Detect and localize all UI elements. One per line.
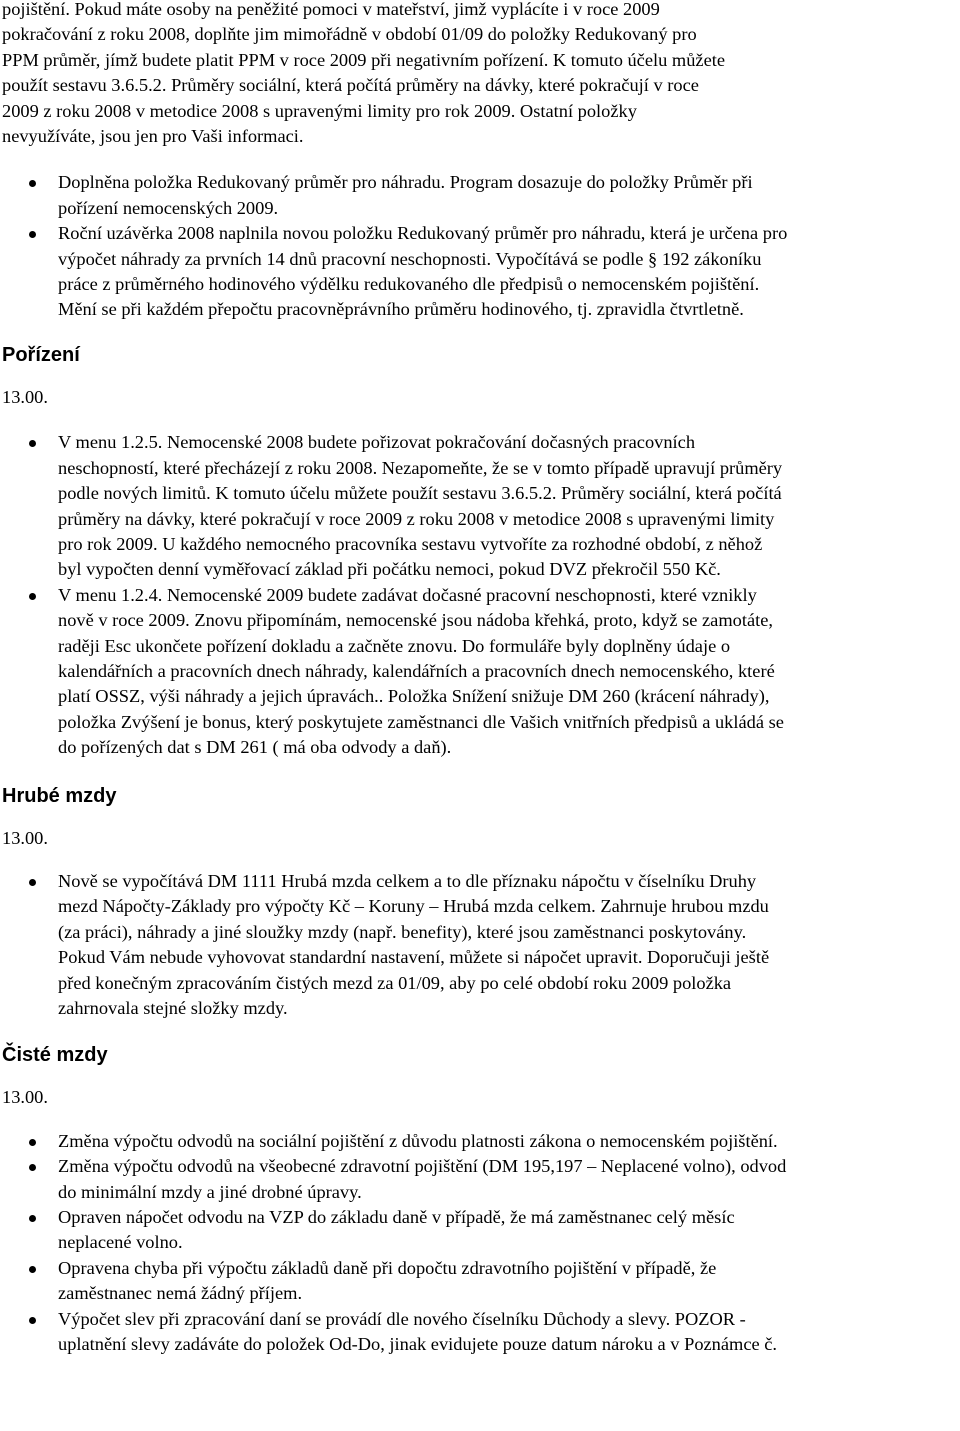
intro-paragraph	[0, 0, 960, 149]
list-item: Doplněna položka Redukovaný průměr pro náhradu. Program dosazuje do položky Průměr při pořízení nemocenských 2009.	[0, 170, 960, 221]
list-item: Nově se vypočítává DM 1111 Hrubá mzda celkem a to dle příznaku nápočtu v číselníku Druhy mezd Nápočty-Základy pro výpočty Kč – Koruny – Hrubá mzda celkem. Zahrnuje hrubou mzdu (za práci), náhrady a jiné sloužky mzdy (např. benefity), které jsou zaměstnanci poskytovány. Pokud Vám nebude vyhovovat standardní nastavení, můžete si nápočet upravit. Doporučuji ještě před konečným zpracováním čistých mezd za 01/09, aby po celé období roku 2009 položka zahrnovala stejné složky mzdy.	[0, 869, 960, 1021]
bullet-list	[0, 1129, 960, 1358]
bullet-icon	[29, 593, 36, 600]
bullet-icon	[29, 180, 36, 187]
bullet-icon	[29, 440, 36, 447]
bullet-list	[0, 430, 960, 760]
section-date: 13.00.	[2, 386, 48, 407]
intro-line: použít sestavu 3.6.5.2. Průměry sociální, která počítá průměry na dávky, které pokračují v roce	[2, 75, 699, 96]
intro-line: pokračování z roku 2008, doplňte jim mimořádně v období 01/09 do položky Redukovaný pro	[2, 24, 697, 45]
list-item: Změna výpočtu odvodů na všeobecné zdravotní pojištění (DM 195,197 – Neplacené volno), odvod do minimální mzdy a jiné drobné úpravy.	[0, 1154, 960, 1205]
intro-line: pojištění. Pokud máte osoby na peněžité pomoci v mateřství, jimž vyplácíte i v roce 2009	[2, 0, 660, 19]
bullet-icon	[29, 1215, 36, 1222]
list-item: Změna výpočtu odvodů na sociální pojištění z důvodu platnosti zákona o nemocenském pojištění.	[0, 1129, 960, 1154]
bullet-list	[0, 170, 960, 322]
list-item: V menu 1.2.5. Nemocenské 2008 budete pořizovat pokračování dočasných pracovních neschopností, které přecházejí z roku 2008. Nezapomeňte, že se v tomto případě upravují průměry podle nových limitů. K tomuto účelu můžete použít sestavu 3.6.5.2. Průměry sociální, která počítá průměry na dávky, které pokračují v roce 2009 z roku 2008 v metodice 2008 s upravenými limity pro rok 2009. U každého nemocného pracovníka sestavu vytvoříte za rozhodné období, z něhož byl vypočten denní vyměřovací základ při počátku nemoci, pokud DVZ překročil 550 Kč.	[0, 430, 960, 582]
intro-line: nevyužíváte, jsou jen pro Vaši informaci.	[2, 126, 304, 147]
bullet-icon	[29, 231, 36, 238]
intro-line: 2009 z roku 2008 v metodice 2008 s upravenými limity pro rok 2009. Ostatní položky	[2, 100, 637, 121]
bullet-icon	[29, 1266, 36, 1273]
bullet-list	[0, 869, 960, 1021]
intro-line: PPM průměr, jímž budete platit PPM v roce 2009 při negativním pořízení. K tomuto účelu můžete	[2, 49, 726, 70]
list-item: V menu 1.2.4. Nemocenské 2009 budete zadávat dočasné pracovní neschopnosti, které vznikly nově v roce 2009. Znovu připomínám, nemocenské jsou nádoba křehká, proto, když se zamotáte, raději Esc ukončete pořízení dokladu a začněte znovu. Do formuláře byly doplněny údaje o kalendářních a pracovních dnech náhrady, kalendářních a pracovních dnech nemocenského, které platí OSSZ, výši náhrady a jejich úpravách.. Položka Snížení snižuje DM 260 (krácení náhrady), položka Zvýšení je bonus, který poskytujete zaměstnanci dle Vašich vnitřních předpisů a ukládá se do pořízených dat s DM 261 ( má oba odvody a daň).	[0, 583, 960, 761]
bullet-icon	[29, 1139, 36, 1146]
section-date: 13.00.	[2, 1087, 48, 1108]
section-heading-hrube-mzdy: Hrubé mzdy	[2, 784, 117, 807]
bullet-icon	[29, 1317, 36, 1324]
list-item: Výpočet slev při zpracování daní se provádí dle nového číselníku Důchody a slevy. POZOR - uplatnění slevy zadáváte do položek Od-Do, jinak evidujete pouze datum nároku a v Poznámce č.	[0, 1307, 960, 1358]
section-heading-porizeni: Pořízení	[2, 343, 80, 366]
section-heading-ciste-mzdy: Čisté mzdy	[2, 1044, 108, 1067]
list-item: Opravena chyba při výpočtu základů daně při dopočtu zdravotního pojištění v případě, že zaměstnanec nemá žádný příjem.	[0, 1256, 960, 1307]
bullet-icon	[29, 1164, 36, 1171]
list-item: Opraven nápočet odvodu na VZP do základu daně v případě, že má zaměstnanec celý měsíc neplacené volno.	[0, 1205, 960, 1256]
list-item: Roční uzávěrka 2008 naplnila novou položku Redukovaný průměr pro náhradu, která je určena pro výpočet náhrady za prvních 14 dnů pracovní neschopnosti. Vypočítává se podle § 192 zákoníku práce z průměrného hodinového výdělku redukovaného dle předpisů o nemocenském pojištění. Mění se při každém přepočtu pracovněprávního průměru hodinového, tj. zpravidla čtvrtletně.	[0, 221, 960, 323]
bullet-icon	[29, 879, 36, 886]
section-date: 13.00.	[2, 827, 48, 848]
